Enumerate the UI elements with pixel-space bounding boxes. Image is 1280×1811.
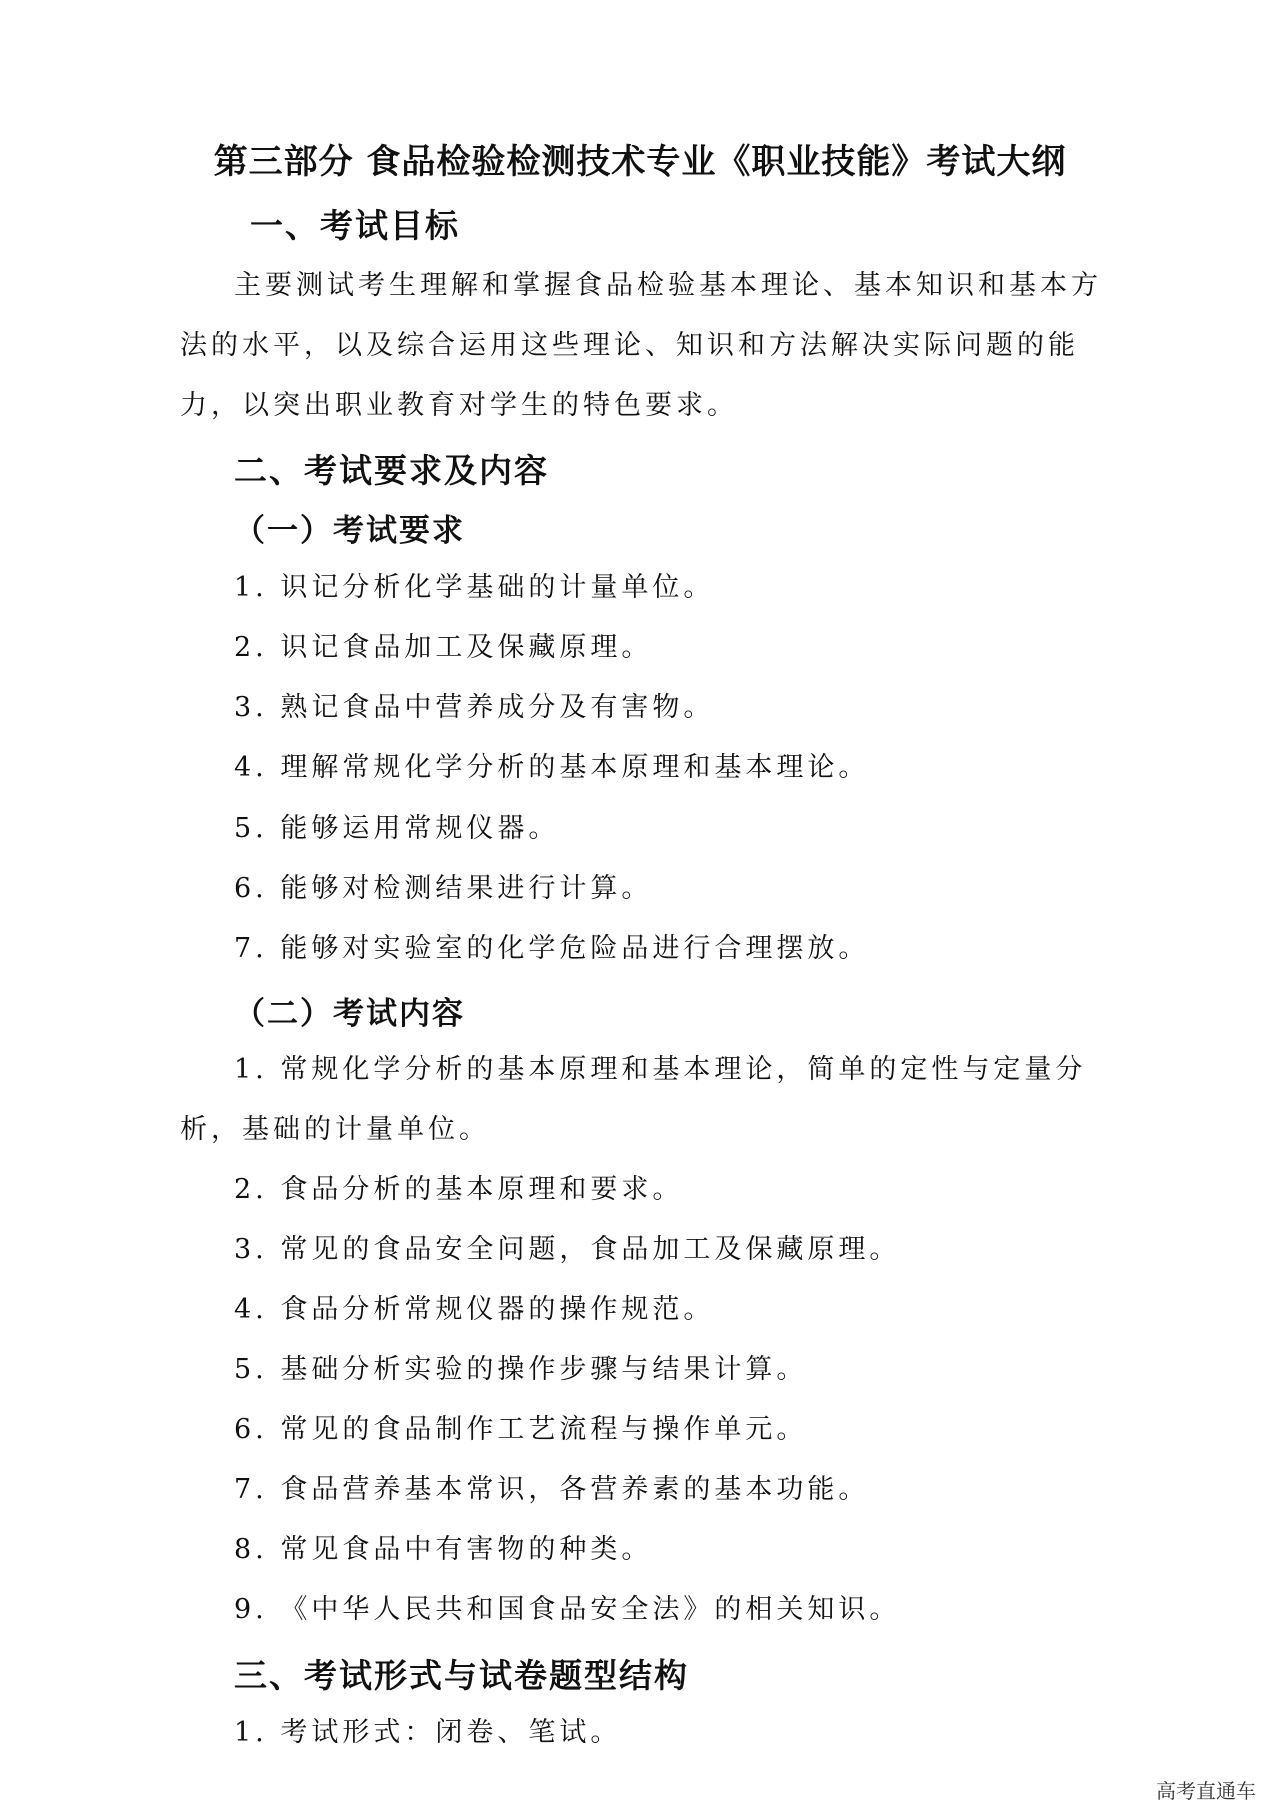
section1-heading: 一、考试目标 (250, 206, 460, 245)
content-item: 7. 食品营养基本常识，各营养素的基本功能。 (234, 1474, 870, 1505)
content-item: 5. 基础分析实验的操作步骤与结果计算。 (234, 1354, 808, 1385)
requirement-item: 7. 能够对实验室的化学危险品进行合理摆放。 (234, 933, 870, 964)
content-item: 2. 食品分析的基本原理和要求。 (234, 1174, 684, 1205)
content-item: 4. 食品分析常规仪器的操作规范。 (234, 1294, 715, 1325)
requirement-item: 6. 能够对检测结果进行计算。 (234, 873, 653, 904)
section3-heading: 三、考试形式与试卷题型结构 (234, 1656, 689, 1695)
content-heading: （二）考试内容 (234, 996, 465, 1032)
requirement-item: 1. 识记分析化学基础的计量单位。 (234, 572, 715, 603)
document-title: 第三部分 食品检验检测技术专业《职业技能》考试大纲 (213, 142, 1067, 182)
content-item: 9. 《中华人民共和国食品安全法》的相关知识。 (234, 1594, 901, 1625)
content-item: 3. 常见的食品安全问题，食品加工及保藏原理。 (234, 1234, 901, 1265)
watermark: 高考直通车 (1156, 1779, 1256, 1803)
section3-item: 1. 考试形式：闭卷、笔试。 (234, 1717, 622, 1748)
content-item: 6. 常见的食品制作工艺流程与操作单元。 (234, 1414, 808, 1445)
content-item-1: 1. 常规化学分析的基本原理和基本理论，简单的定性与定量分析，基础的计量单位。 (180, 1054, 1087, 1145)
requirement-item: 2. 识记食品加工及保藏原理。 (234, 632, 653, 663)
requirement-item: 4. 理解常规化学分析的基本原理和基本理论。 (234, 752, 870, 783)
requirement-item: 3. 熟记食品中营养成分及有害物。 (234, 692, 715, 723)
requirement-item: 5. 能够运用常规仪器。 (234, 813, 560, 844)
requirements-heading: （一）考试要求 (234, 513, 465, 549)
content-item: 8. 常见食品中有害物的种类。 (234, 1534, 653, 1565)
section2-heading: 二、考试要求及内容 (234, 451, 549, 490)
section1-paragraph: 主要测试考生理解和掌握食品检验基本理论、基本知识和基本方法的水平，以及综合运用这些理论、知识和方法解决实际问题的能力，以突出职业教育对学生的特色要求。 (180, 270, 1102, 421)
